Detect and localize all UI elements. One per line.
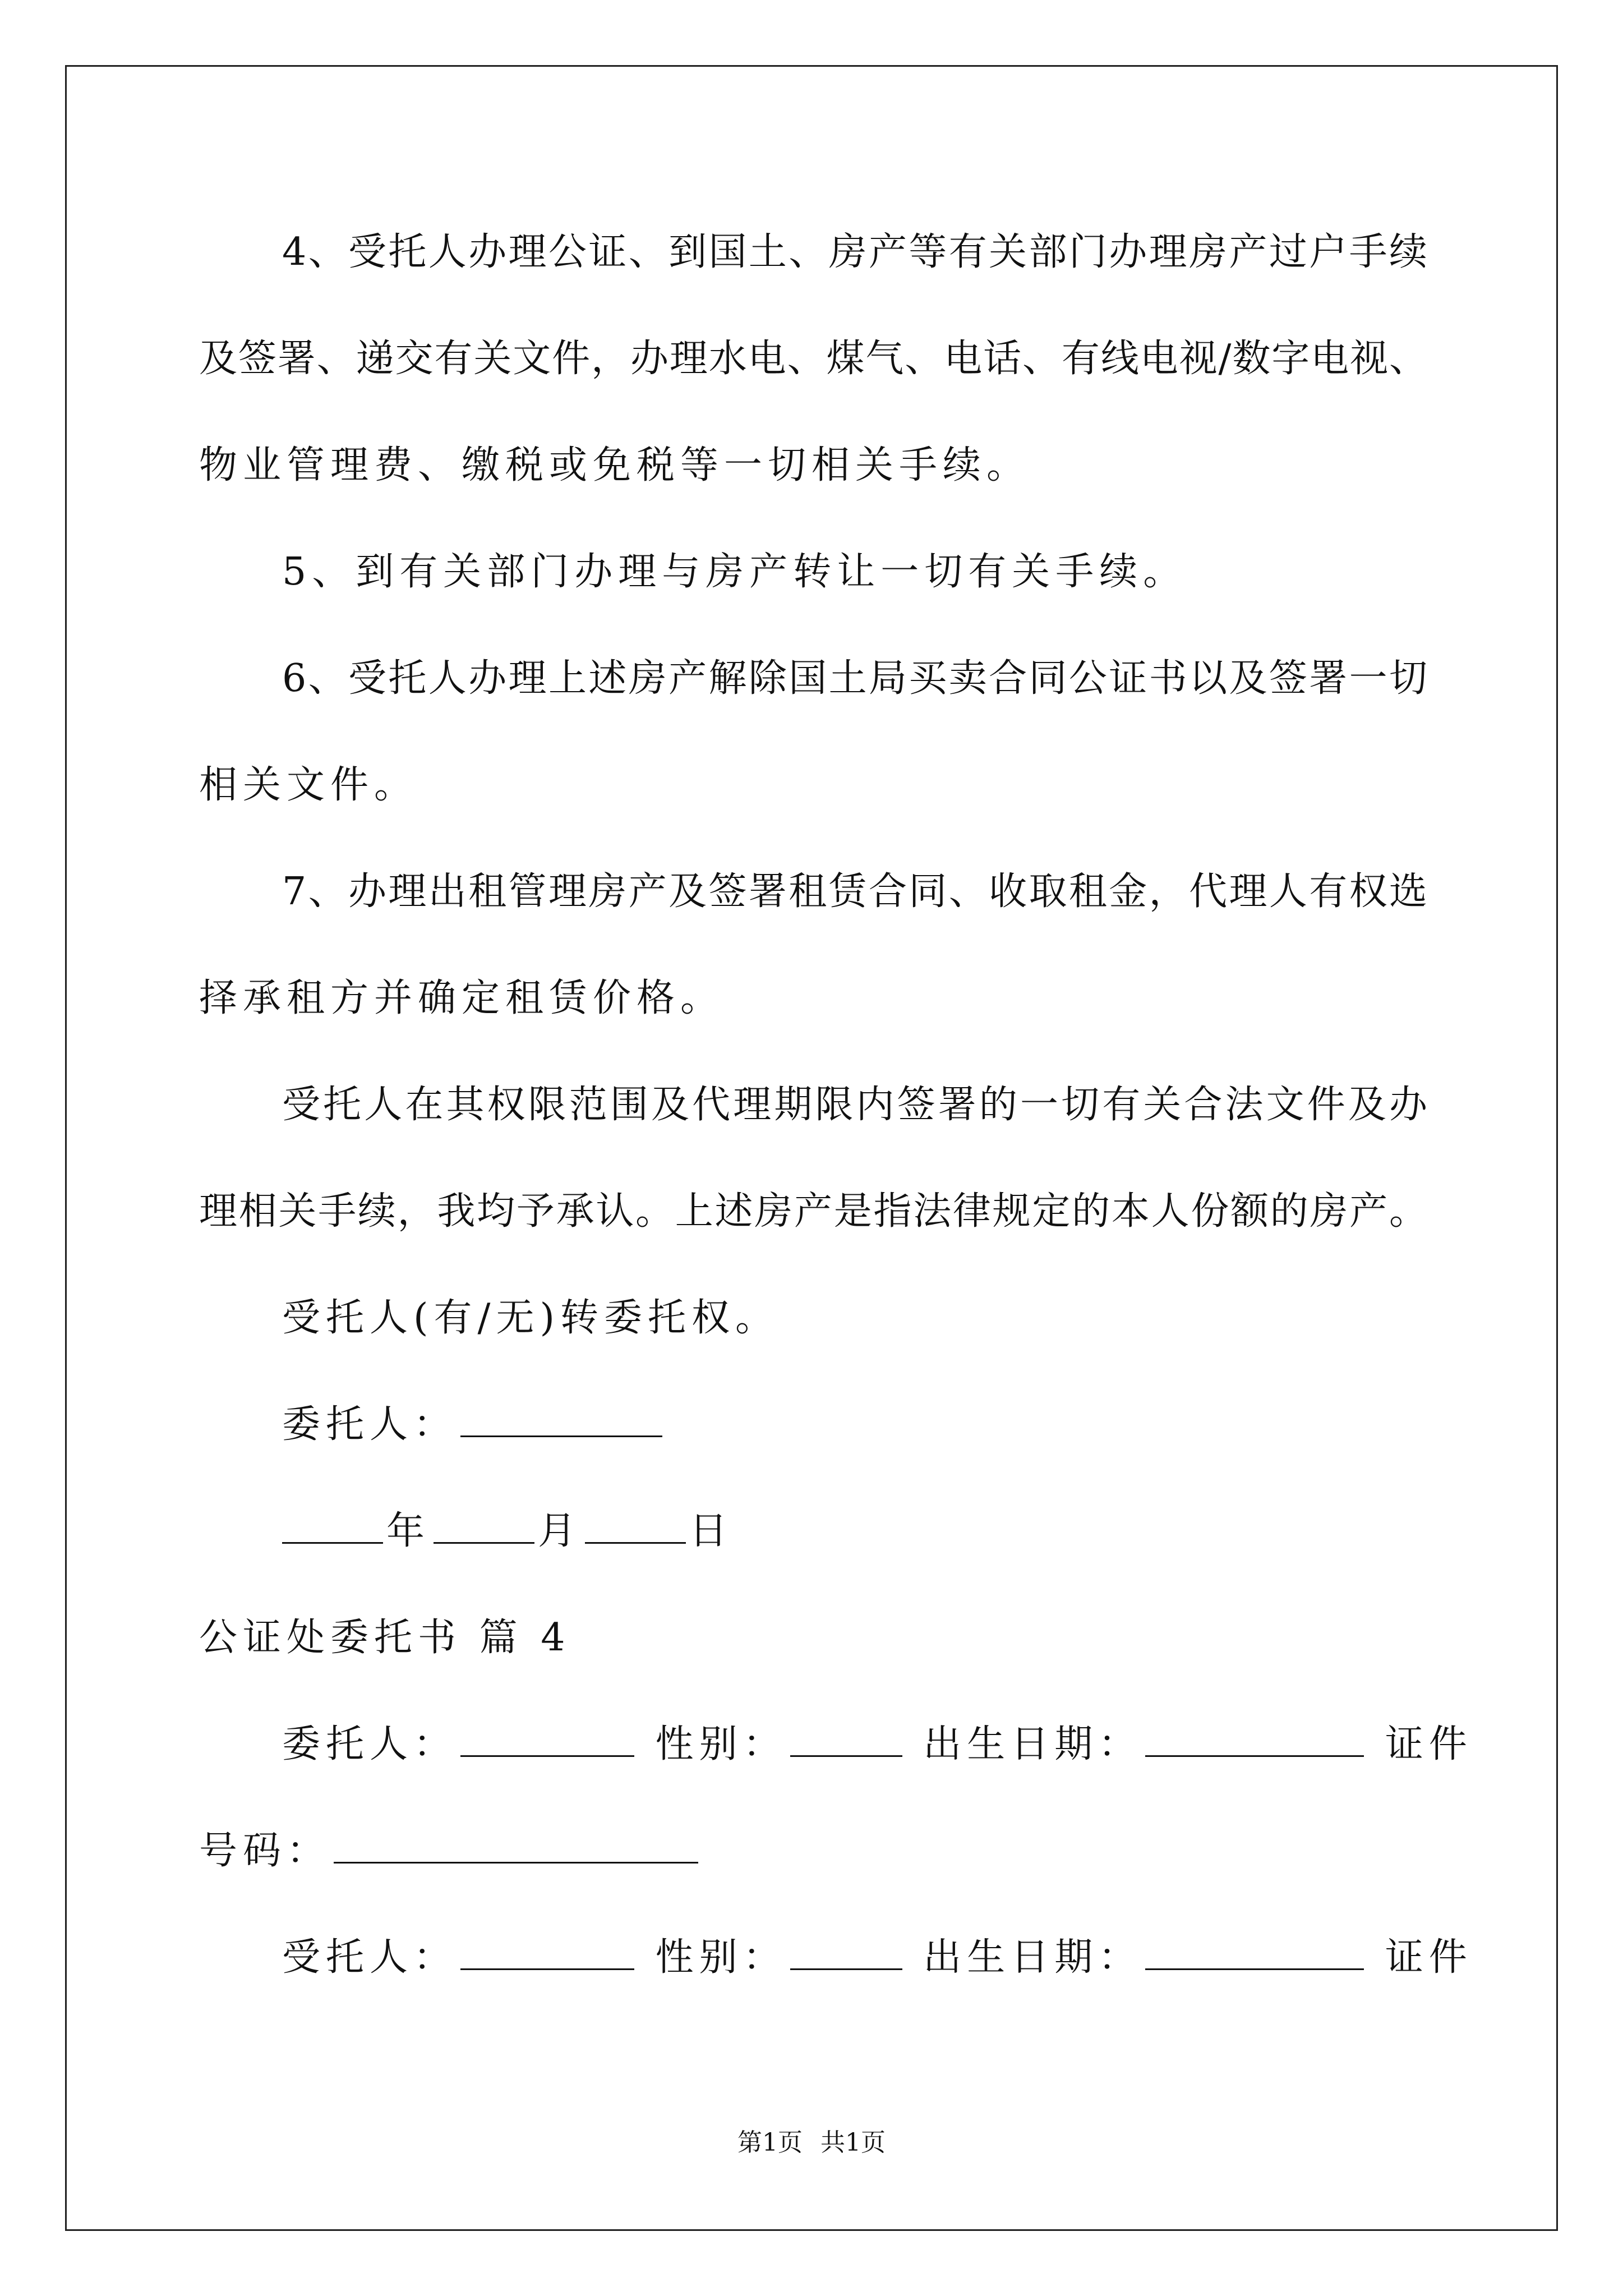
year-blank[interactable] — [282, 1508, 383, 1544]
paragraph-line: 6、受托人办理上述房产解除国土局买卖合同公证书以及签署一切 — [282, 656, 1427, 701]
paragraph-line: 及签署、递交有关文件，办理水电、煤气、电话、有线电视/数字电视、 — [199, 337, 1427, 381]
trustee-gender-blank[interactable] — [790, 1935, 902, 1970]
entrustor-name-blank[interactable] — [460, 1722, 634, 1757]
paragraph-line: 物业管理费、缴税或免税等一切相关手续。 — [199, 443, 1031, 487]
year-label: 年 — [386, 1509, 431, 1553]
page-frame — [65, 65, 1558, 2231]
paragraph-line: 4、受托人办理公证、到国土、房产等有关部门办理房产过户手续 — [282, 230, 1427, 274]
month-label: 月 — [538, 1509, 582, 1553]
trustee-name-blank[interactable] — [460, 1935, 634, 1970]
paragraph-line: 相关文件。 — [199, 763, 418, 807]
month-blank[interactable] — [434, 1508, 534, 1544]
page-number: 第1页 — [737, 2128, 803, 2157]
paragraph-line: 7、办理出租管理房产及签署租赁合同、收取租金，代理人有权选 — [282, 869, 1427, 914]
day-label: 日 — [689, 1509, 734, 1553]
paragraph-line: 择承租方并确定租赁价格。 — [199, 976, 725, 1020]
entrustor-label: 委托人： — [282, 1402, 458, 1447]
trustee-info-row — [282, 1932, 1473, 1983]
page-total: 共1页 — [820, 2128, 886, 2157]
day-blank[interactable] — [585, 1508, 686, 1544]
paragraph-line: 理相关手续，我均予承认。上述房产是指法律规定的本人份额的房产。 — [199, 1189, 1427, 1234]
entrustor-id-number-label: 号码： — [199, 1829, 331, 1873]
trustee-id-label: 证件 — [1385, 1935, 1473, 1980]
entrustor-name-label: 委托人： — [282, 1722, 458, 1766]
entrustor-id-row — [199, 1826, 702, 1876]
paragraph-line: 受托人在其权限范围及代理期限内签署的一切有关合法文件及办 — [282, 1083, 1427, 1127]
entrustor-blank[interactable] — [460, 1402, 662, 1437]
paragraph-line: 受托人(有/无)转委托权。 — [282, 1296, 779, 1340]
entrustor-birth-label: 出生日期： — [923, 1722, 1142, 1766]
date-line — [282, 1506, 733, 1557]
trustee-birth-blank[interactable] — [1145, 1935, 1364, 1970]
section-title: 公证处委托书 篇 4 — [199, 1616, 571, 1660]
entrustor-id-label: 证件 — [1385, 1722, 1473, 1766]
entrustor-birth-blank[interactable] — [1145, 1722, 1364, 1757]
trustee-name-label: 受托人： — [282, 1935, 458, 1980]
trustee-birth-label: 出生日期： — [923, 1935, 1142, 1980]
entrustor-id-blank[interactable] — [334, 1828, 698, 1864]
entrustor-gender-blank[interactable] — [790, 1722, 902, 1757]
page-footer — [0, 2126, 1623, 2160]
entrustor-signature-line — [282, 1400, 666, 1450]
entrustor-gender-label: 性别： — [655, 1722, 787, 1766]
trustee-gender-label: 性别： — [655, 1935, 787, 1980]
entrustor-info-row — [282, 1719, 1473, 1770]
paragraph-line: 5、到有关部门办理与房产转让一切有关手续。 — [282, 550, 1187, 594]
